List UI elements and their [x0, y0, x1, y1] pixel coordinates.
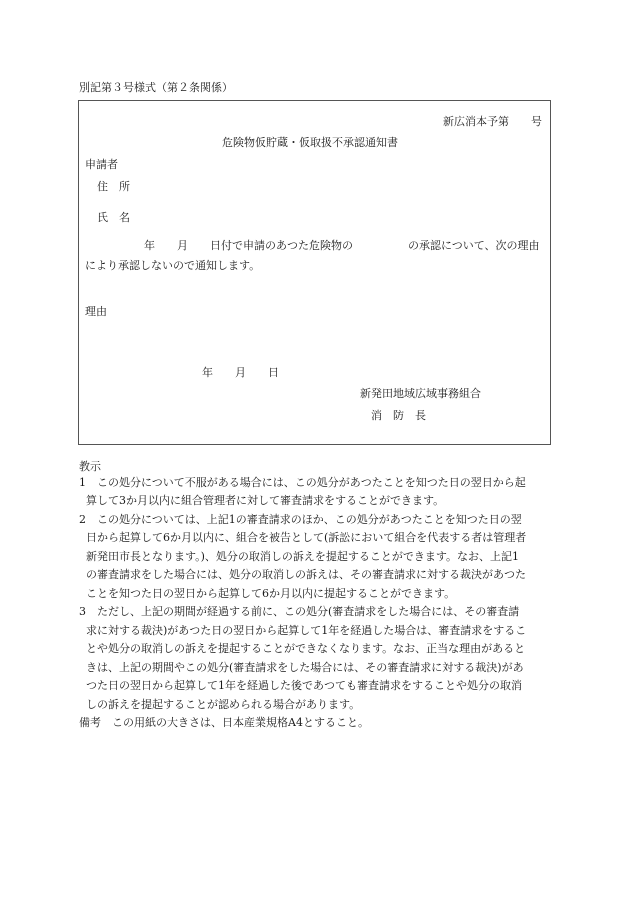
instruction-3-line-2: 求に対する裁決)があつた日の翌日から起算して1年を経過した場合は、審査請求をするこ — [86, 624, 527, 637]
instruction-3-line-6: しの訴えを提起することが認められる場合があります。 — [86, 698, 361, 711]
instruction-2-line-1: この処分については、上記1の審査請求のほか、この処分があつたことを知つた日の翌 — [97, 513, 522, 526]
instruction-2-line-2: 日から起算して6か月以内に、組合を被告として(訴訟において組合を代表する者は管理者 — [86, 531, 527, 544]
notice-line-1: 年 月 日付で申請のあつた危険物の の承認について、次の理由 — [144, 239, 540, 252]
instruction-2-line-5: ことを知つた日の翌日から起算して6か月以内に提起することができます。 — [86, 587, 456, 600]
document-title: 危険物仮貯蔵・仮取扱不承認通知書 — [222, 136, 398, 149]
applicant-heading: 申請者 — [85, 158, 118, 171]
name-label: 氏 名 — [97, 211, 130, 224]
instructions-heading: 教示 — [79, 460, 101, 473]
instruction-1-line-2: 算して3か月以内に組合管理者に対して審査請求をすることができます。 — [86, 494, 445, 507]
reason-label: 理由 — [85, 305, 107, 318]
form-label: 別記第３号様式（第２条関係） — [79, 81, 233, 94]
instruction-3-line-4: きは、上記の期間やこの処分(審査請求をした場合には、その審査請求に対する裁決)があ — [86, 661, 524, 674]
instruction-number-1: 1 — [79, 476, 86, 489]
instruction-2-line-4: の審査請求をした場合には、処分の取消しの訴えは、その審査請求に対する裁決があつた — [86, 568, 526, 581]
instruction-1-line-1: この処分について不服がある場合には、この処分があつたことを知つた日の翌日から起 — [97, 476, 526, 489]
issuer-title: 消 防 長 — [371, 409, 426, 422]
instruction-3-line-5: つた日の翌日から起算して1年を経過した後であつても審査請求をすることや処分の取消 — [86, 679, 522, 692]
instruction-number-3: 3 — [79, 605, 86, 618]
notice-line-2: により承認しないので通知します。 — [85, 259, 261, 272]
issuer-organization: 新発田地域広域事務組合 — [360, 387, 481, 400]
document-number: 新広消本予第 号 — [443, 115, 542, 128]
remarks: 備考 この用紙の大きさは、日本産業規格A4とすること。 — [79, 716, 369, 729]
instruction-3-line-1: ただし、上記の期間が経過する前に、この処分(審査請求をした場合には、その審査請 — [97, 605, 520, 618]
instruction-number-2: 2 — [79, 513, 86, 526]
date-line: 年 月 日 — [202, 366, 279, 379]
address-label: 住 所 — [97, 180, 130, 193]
instruction-2-line-3: 新発田市長となります。)、処分の取消しの訴えを提起することができます。なお、上記1 — [86, 550, 520, 563]
instruction-3-line-3: とや処分の取消しの訴えを提起することができなくなります。なお、正当な理由があると — [86, 642, 526, 655]
